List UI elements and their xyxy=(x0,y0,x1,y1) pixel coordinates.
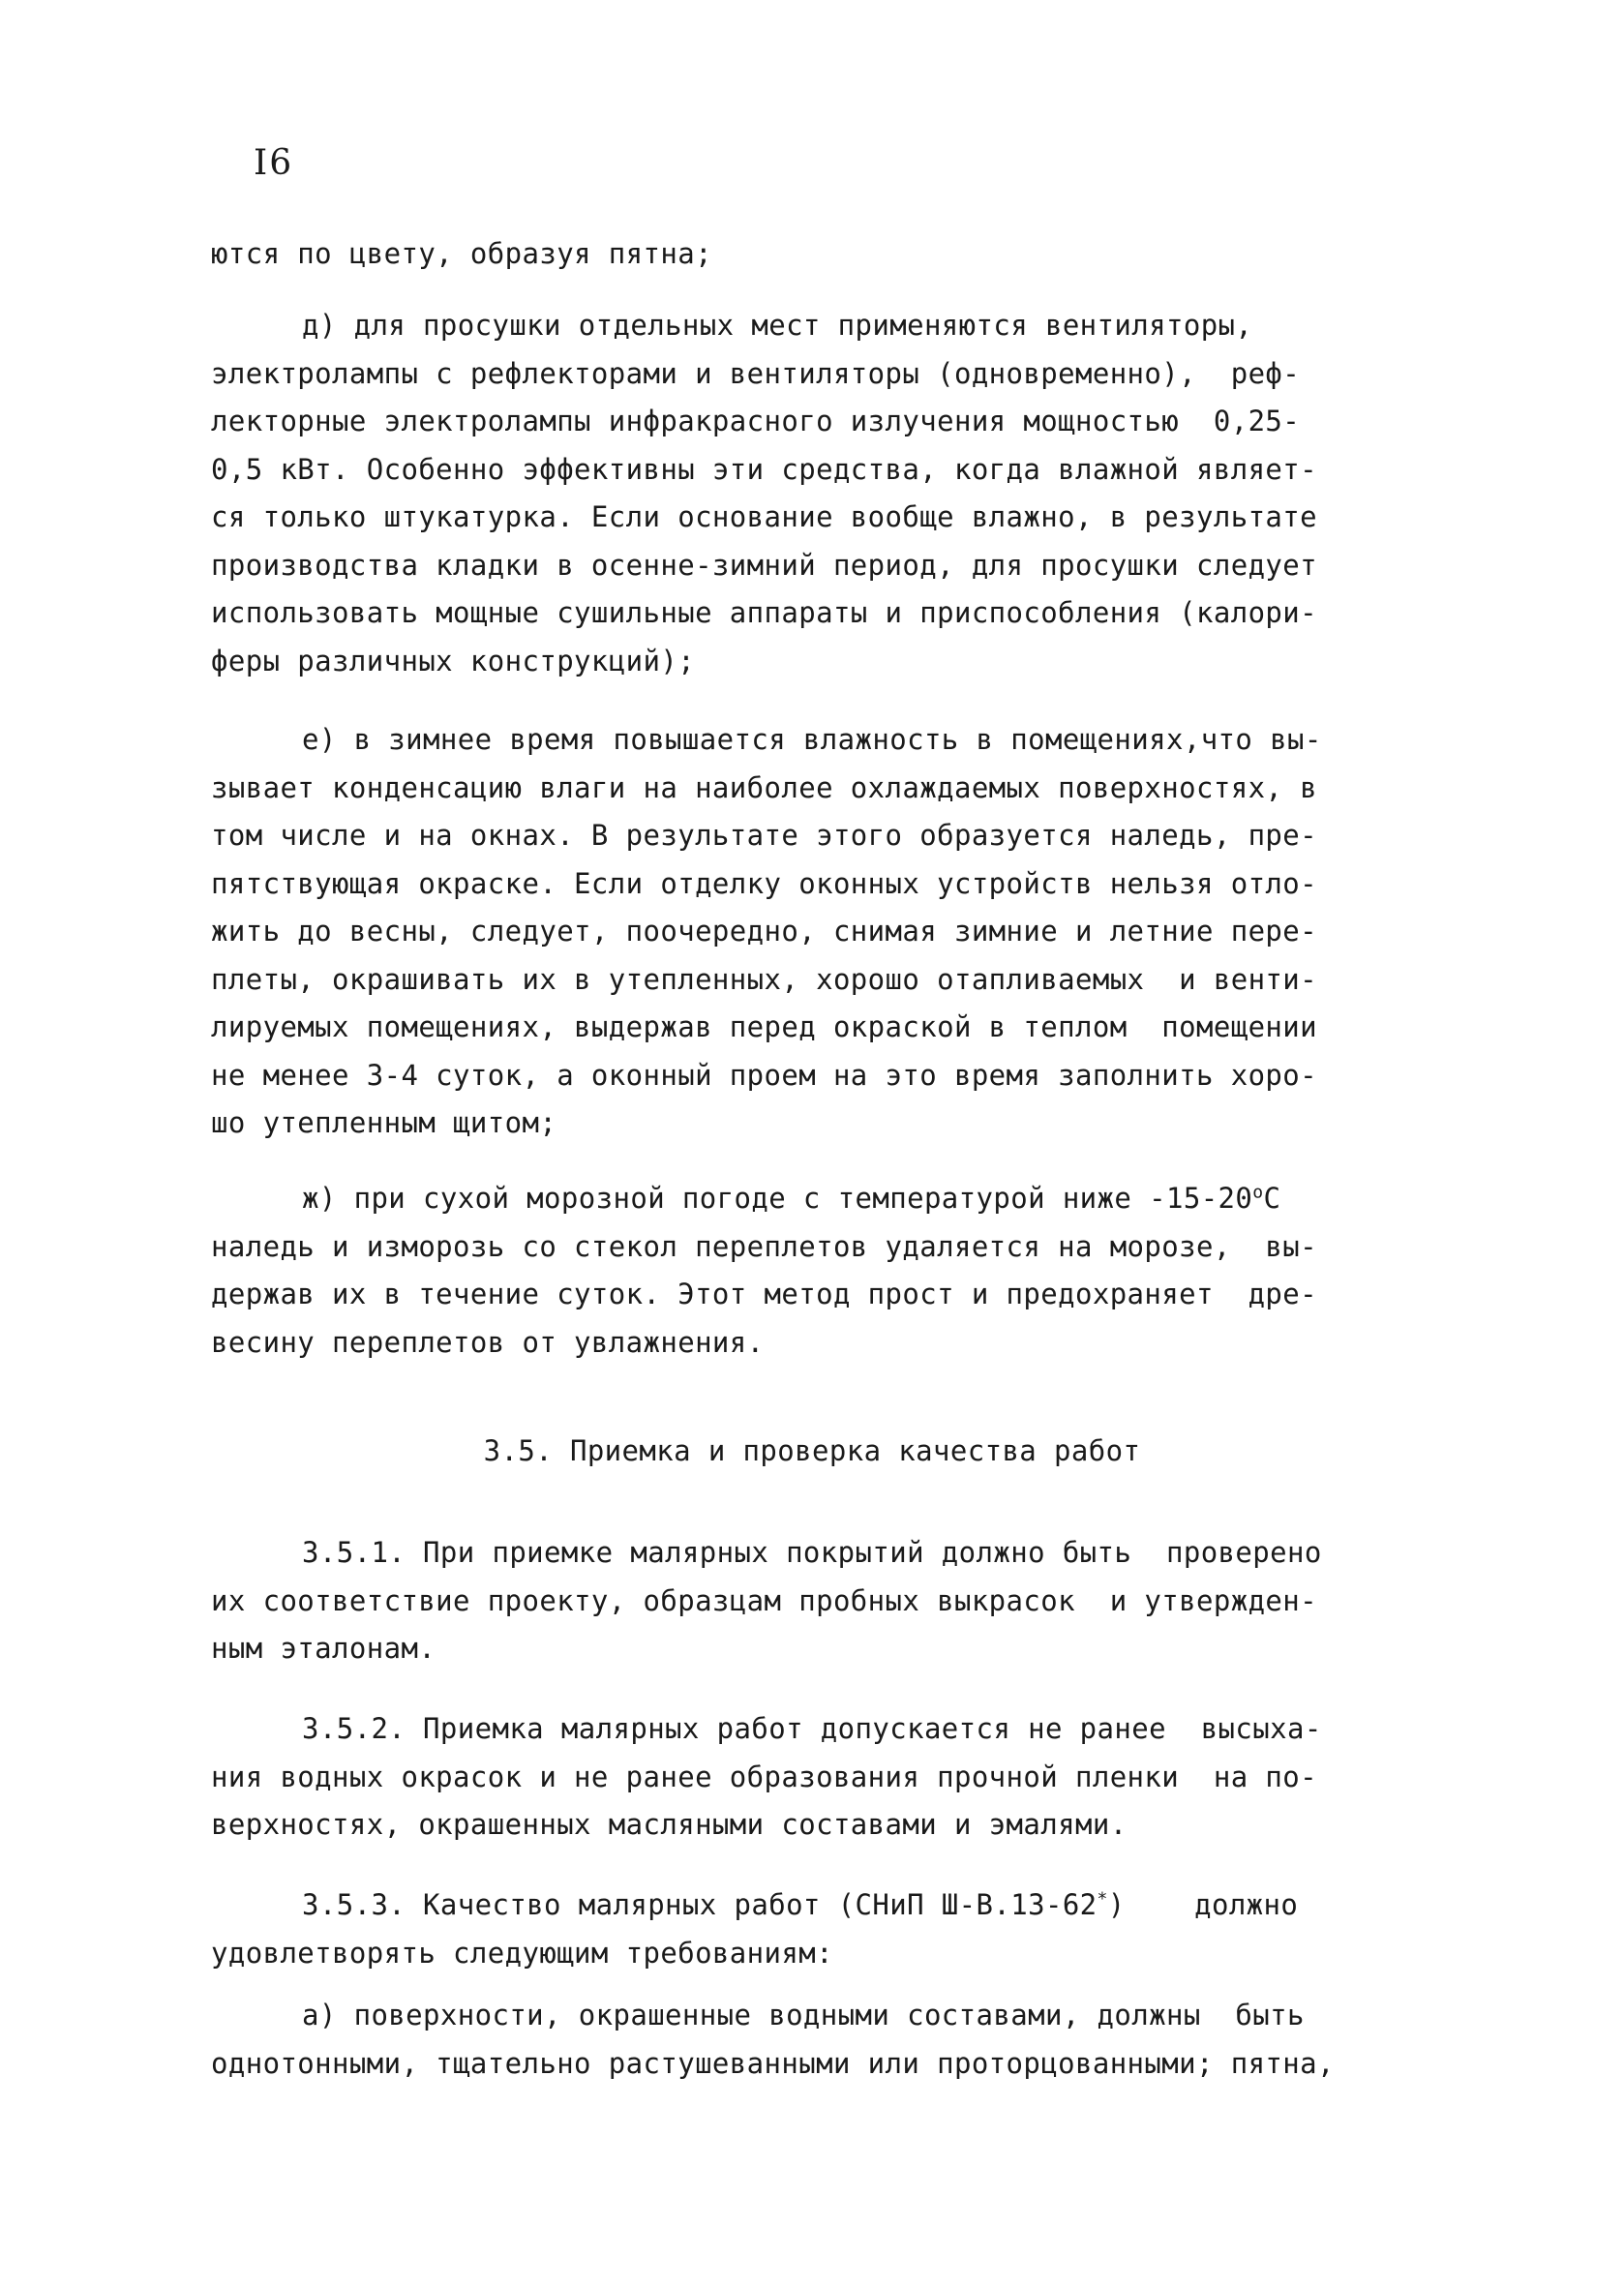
text-line: 0,5 кВт. Особенно эффективны эти средства, когда влажной являет- xyxy=(211,452,1318,486)
text-line: пятствующая окраске. Если отделку оконных устройств нельзя отло- xyxy=(211,866,1318,900)
text-line: зывает конденсацию влаги на наиболее охлаждаемых поверхностях, в xyxy=(211,770,1318,804)
text-line: 3.5.1. При приемке малярных покрытий должно быть проверено xyxy=(302,1536,1322,1569)
text-line: лируемых помещениях, выдержав перед окраской в теплом помещении xyxy=(211,1010,1318,1043)
text-line: их соответствие проекту, образцам пробных выкрасок и утвержден- xyxy=(211,1583,1318,1617)
paragraph-e xyxy=(211,716,1432,1148)
text-line: верхностях, окрашенных масляными составами и эмалями. xyxy=(211,1808,1128,1841)
text-line: жить до весны, следует, поочередно, снимая зимние и летние пере- xyxy=(211,915,1318,948)
text-line: 3.5.2. Приемка малярных работ допускается не ранее высыха- xyxy=(302,1712,1322,1745)
asterisk-mark: * xyxy=(1097,1888,1108,1910)
paragraph-3-5-1 xyxy=(211,1529,1432,1673)
paragraph-zh xyxy=(211,1175,1432,1367)
text-line: ным эталонам. xyxy=(211,1632,436,1665)
text-line: ния водных окрасок и не ранее образования прочной пленки на по- xyxy=(211,1760,1318,1793)
text-line: лекторные электролампы инфракрасного излучения мощностью 0,25- xyxy=(211,405,1301,437)
section-heading: 3.5. Приемка и проверка качества работ xyxy=(483,1434,1141,1467)
text-line: электролампы с рефлекторами и вентиляторы (одновременно), реф- xyxy=(211,356,1301,390)
paragraph-a xyxy=(211,1992,1432,2088)
text-line: производства кладки в осенне-зимний период, для просушки следует xyxy=(211,548,1318,582)
text-line: однотонными, тщательно растушеванными или проторцованными; пятна, xyxy=(211,2046,1335,2080)
text-line xyxy=(211,1881,1432,1930)
text-line: использовать мощные сушильные аппараты и приспособления (калори- xyxy=(211,596,1318,629)
degree-mark: о xyxy=(1252,1182,1264,1203)
text-line: наледь и изморозь со стекол переплетов удаляется на морозе, вы- xyxy=(211,1229,1318,1263)
paragraph-3-5-3 xyxy=(211,1881,1432,1977)
text-line: том числе и на окнах. В результате этого образуется наледь, пре- xyxy=(211,819,1318,852)
paragraph-d xyxy=(211,302,1432,685)
text-line: а) поверхности, окрашенные водными составами, должны быть xyxy=(302,1999,1305,2031)
unit-mark: С xyxy=(1263,1182,1281,1215)
paragraph-continuation xyxy=(211,230,1432,279)
page-number: I6 xyxy=(254,143,294,183)
text-segment: 3.5.3. Качество малярных работ (СНиП Ш-В.13-62 xyxy=(302,1888,1098,1921)
text-line: шо утепленным щитом; xyxy=(211,1106,557,1139)
text-line: не менее 3-4 суток, а оконный проем на это время заполнить хоро- xyxy=(211,1058,1318,1092)
paragraph-3-5-2 xyxy=(211,1705,1432,1850)
text-line: феры различных конструкций); xyxy=(211,644,696,677)
text-line: удовлетворять следующим требованиям: xyxy=(211,1936,833,1970)
text-line: держав их в течение суток. Этот метод прост и предохраняет дре- xyxy=(211,1278,1318,1310)
text-segment: ж) при сухой морозной погоде с температурой ниже -15-20 xyxy=(302,1182,1253,1215)
text-line xyxy=(211,1175,1432,1223)
text-line: ются по цвету, образуя пятна; xyxy=(211,237,712,270)
text-segment: ) должно xyxy=(1107,1888,1299,1921)
text-line: плеты, окрашивать их в утепленных, хорошо отапливаемых и венти- xyxy=(211,962,1318,996)
text-line: д) для просушки отдельных мест применяются вентиляторы, xyxy=(302,309,1253,342)
text-line: весину переплетов от увлажнения. xyxy=(211,1325,765,1359)
text-line: ся только штукатурка. Если основание вообще влажно, в результате xyxy=(211,500,1318,533)
text-line: е) в зимнее время повышается влажность в помещениях,что вы- xyxy=(302,723,1322,756)
